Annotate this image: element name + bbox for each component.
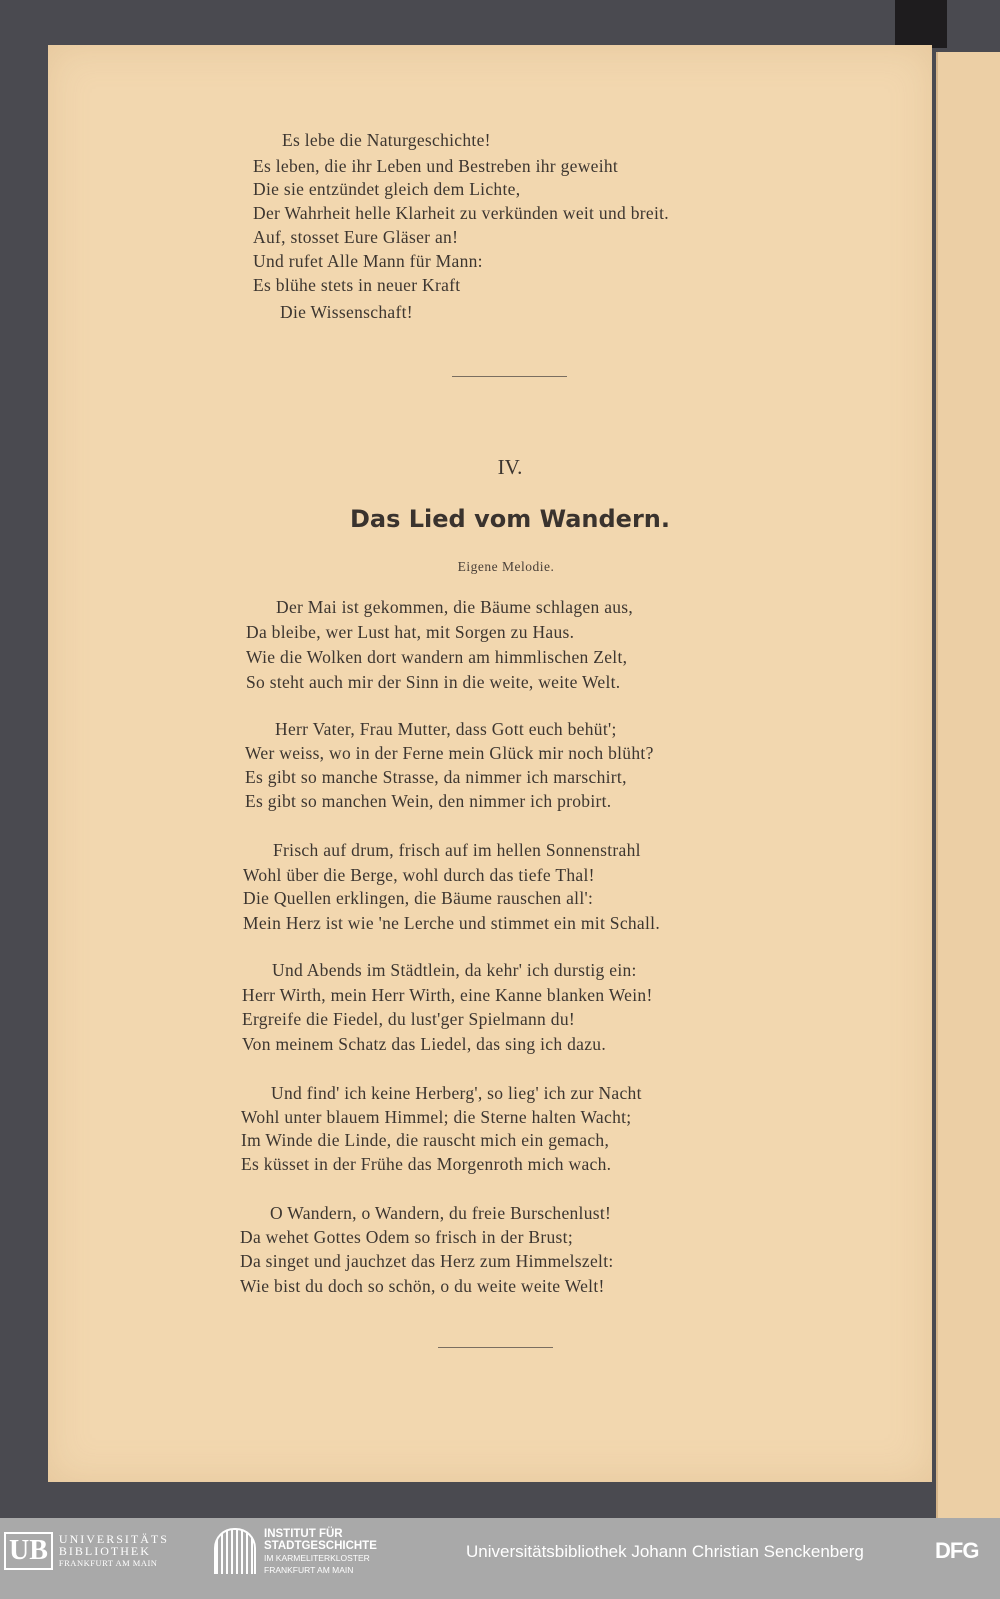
verse-line: Auf, stosset Eure Gläser an! xyxy=(253,227,459,247)
isg-logo-line: INSTITUT FÜR xyxy=(264,1528,343,1540)
verse-line: Wer weiss, wo in der Ferne mein Glück mir noch blüht? xyxy=(245,743,654,763)
verse-line: Und find' ich keine Herberg', so lieg' ich zur Nacht xyxy=(271,1083,642,1103)
library-name-link[interactable]: Universitätsbibliothek Johann Christian Senckenberg xyxy=(466,1542,864,1561)
ub-logo-line: FRANKFURT AM MAIN xyxy=(58,1558,158,1568)
verse-line: Herr Vater, Frau Mutter, dass Gott euch behüt'; xyxy=(275,719,617,739)
verse-line: Frisch auf drum, frisch auf im hellen Sonnenstrahl xyxy=(273,840,641,860)
isg-logo[interactable] xyxy=(214,1528,377,1576)
verse-line: Die Wissenschaft! xyxy=(280,302,413,322)
verse-line: Es gibt so manche Strasse, da nimmer ich marschirt, xyxy=(245,767,627,787)
verse-line: Es gibt so manchen Wein, den nimmer ich probirt. xyxy=(245,791,612,811)
verse-line: Von meinem Schatz das Liedel, das sing ich dazu. xyxy=(242,1034,606,1054)
verse-line: Der Wahrheit helle Klarheit zu verkünden weit und breit. xyxy=(253,203,669,223)
divider-rule xyxy=(438,1347,553,1348)
verse-line: Herr Wirth, mein Herr Wirth, eine Kanne blanken Wein! xyxy=(242,985,653,1005)
verse-line: Der Mai ist gekommen, die Bäume schlagen aus, xyxy=(276,597,634,617)
arch-icon xyxy=(214,1528,256,1574)
footer-bar xyxy=(0,1518,1000,1599)
song-subtitle: Eigene Melodie. xyxy=(457,559,555,574)
verse-line: Da singet und jauchzet das Herz zum Himmelszelt: xyxy=(240,1251,614,1271)
scan-edge xyxy=(895,0,947,48)
divider-rule xyxy=(452,376,567,377)
verse-line: Wie bist du doch so schön, o du weite weite Welt! xyxy=(240,1276,605,1296)
verse-line: Es leben, die ihr Leben und Bestreben ihr geweiht xyxy=(253,156,619,176)
verse-line: Da bleibe, wer Lust hat, mit Sorgen zu Haus. xyxy=(246,622,575,642)
adjacent-page-edge xyxy=(936,52,1000,1518)
verse-line: So steht auch mir der Sinn in die weite, weite Welt. xyxy=(246,672,621,692)
isg-logo-line: IM KARMELITERKLOSTER xyxy=(264,1553,370,1563)
verse-line: Da wehet Gottes Odem so frisch in der Brust; xyxy=(240,1227,573,1247)
verse-line: Und Abends im Städtlein, da kehr' ich durstig ein: xyxy=(272,960,637,980)
verse-line: O Wandern, o Wandern, du freie Burschenlust! xyxy=(270,1203,612,1223)
isg-logo-line: STADTGESCHICHTE xyxy=(264,1540,377,1552)
verse-line: Die Quellen erklingen, die Bäume rauschen all': xyxy=(243,888,594,908)
ub-logo-mark: UB xyxy=(4,1532,53,1570)
ub-logo-line: UNIVERSITÄTS xyxy=(58,1532,169,1546)
ub-logo[interactable] xyxy=(4,1532,169,1570)
verse-line: Wie die Wolken dort wandern am himmlischen Zelt, xyxy=(246,647,628,667)
isg-logo-line: FRANKFURT AM MAIN xyxy=(264,1565,354,1575)
verse-line: Mein Herz ist wie 'ne Lerche und stimmet ein mit Schall. xyxy=(243,913,661,933)
section-number: IV. xyxy=(497,455,523,479)
verse-line: Es lebe die Naturgeschichte! xyxy=(282,130,491,150)
verse-line: Es küsset in der Frühe das Morgenroth mich wach. xyxy=(241,1154,612,1174)
verse-line: Es blühe stets in neuer Kraft xyxy=(253,275,461,295)
verse-line: Wohl über die Berge, wohl durch das tiefe Thal! xyxy=(243,865,595,885)
verse-line: Im Winde die Linde, die rauscht mich ein gemach, xyxy=(241,1130,610,1150)
dfg-logo[interactable]: DFG xyxy=(935,1538,979,1563)
verse-line: Und rufet Alle Mann für Mann: xyxy=(253,251,483,271)
ub-logo-line: BIBLIOTHEK xyxy=(58,1544,151,1558)
verse-line: Die sie entzündet gleich dem Lichte, xyxy=(253,179,521,199)
verse-line: Ergreife die Fiedel, du lust'ger Spielmann du! xyxy=(242,1009,576,1029)
song-title: Das Lied vom Wandern. xyxy=(350,505,670,533)
verse-line: Wohl unter blauem Himmel; die Sterne halten Wacht; xyxy=(241,1107,632,1127)
